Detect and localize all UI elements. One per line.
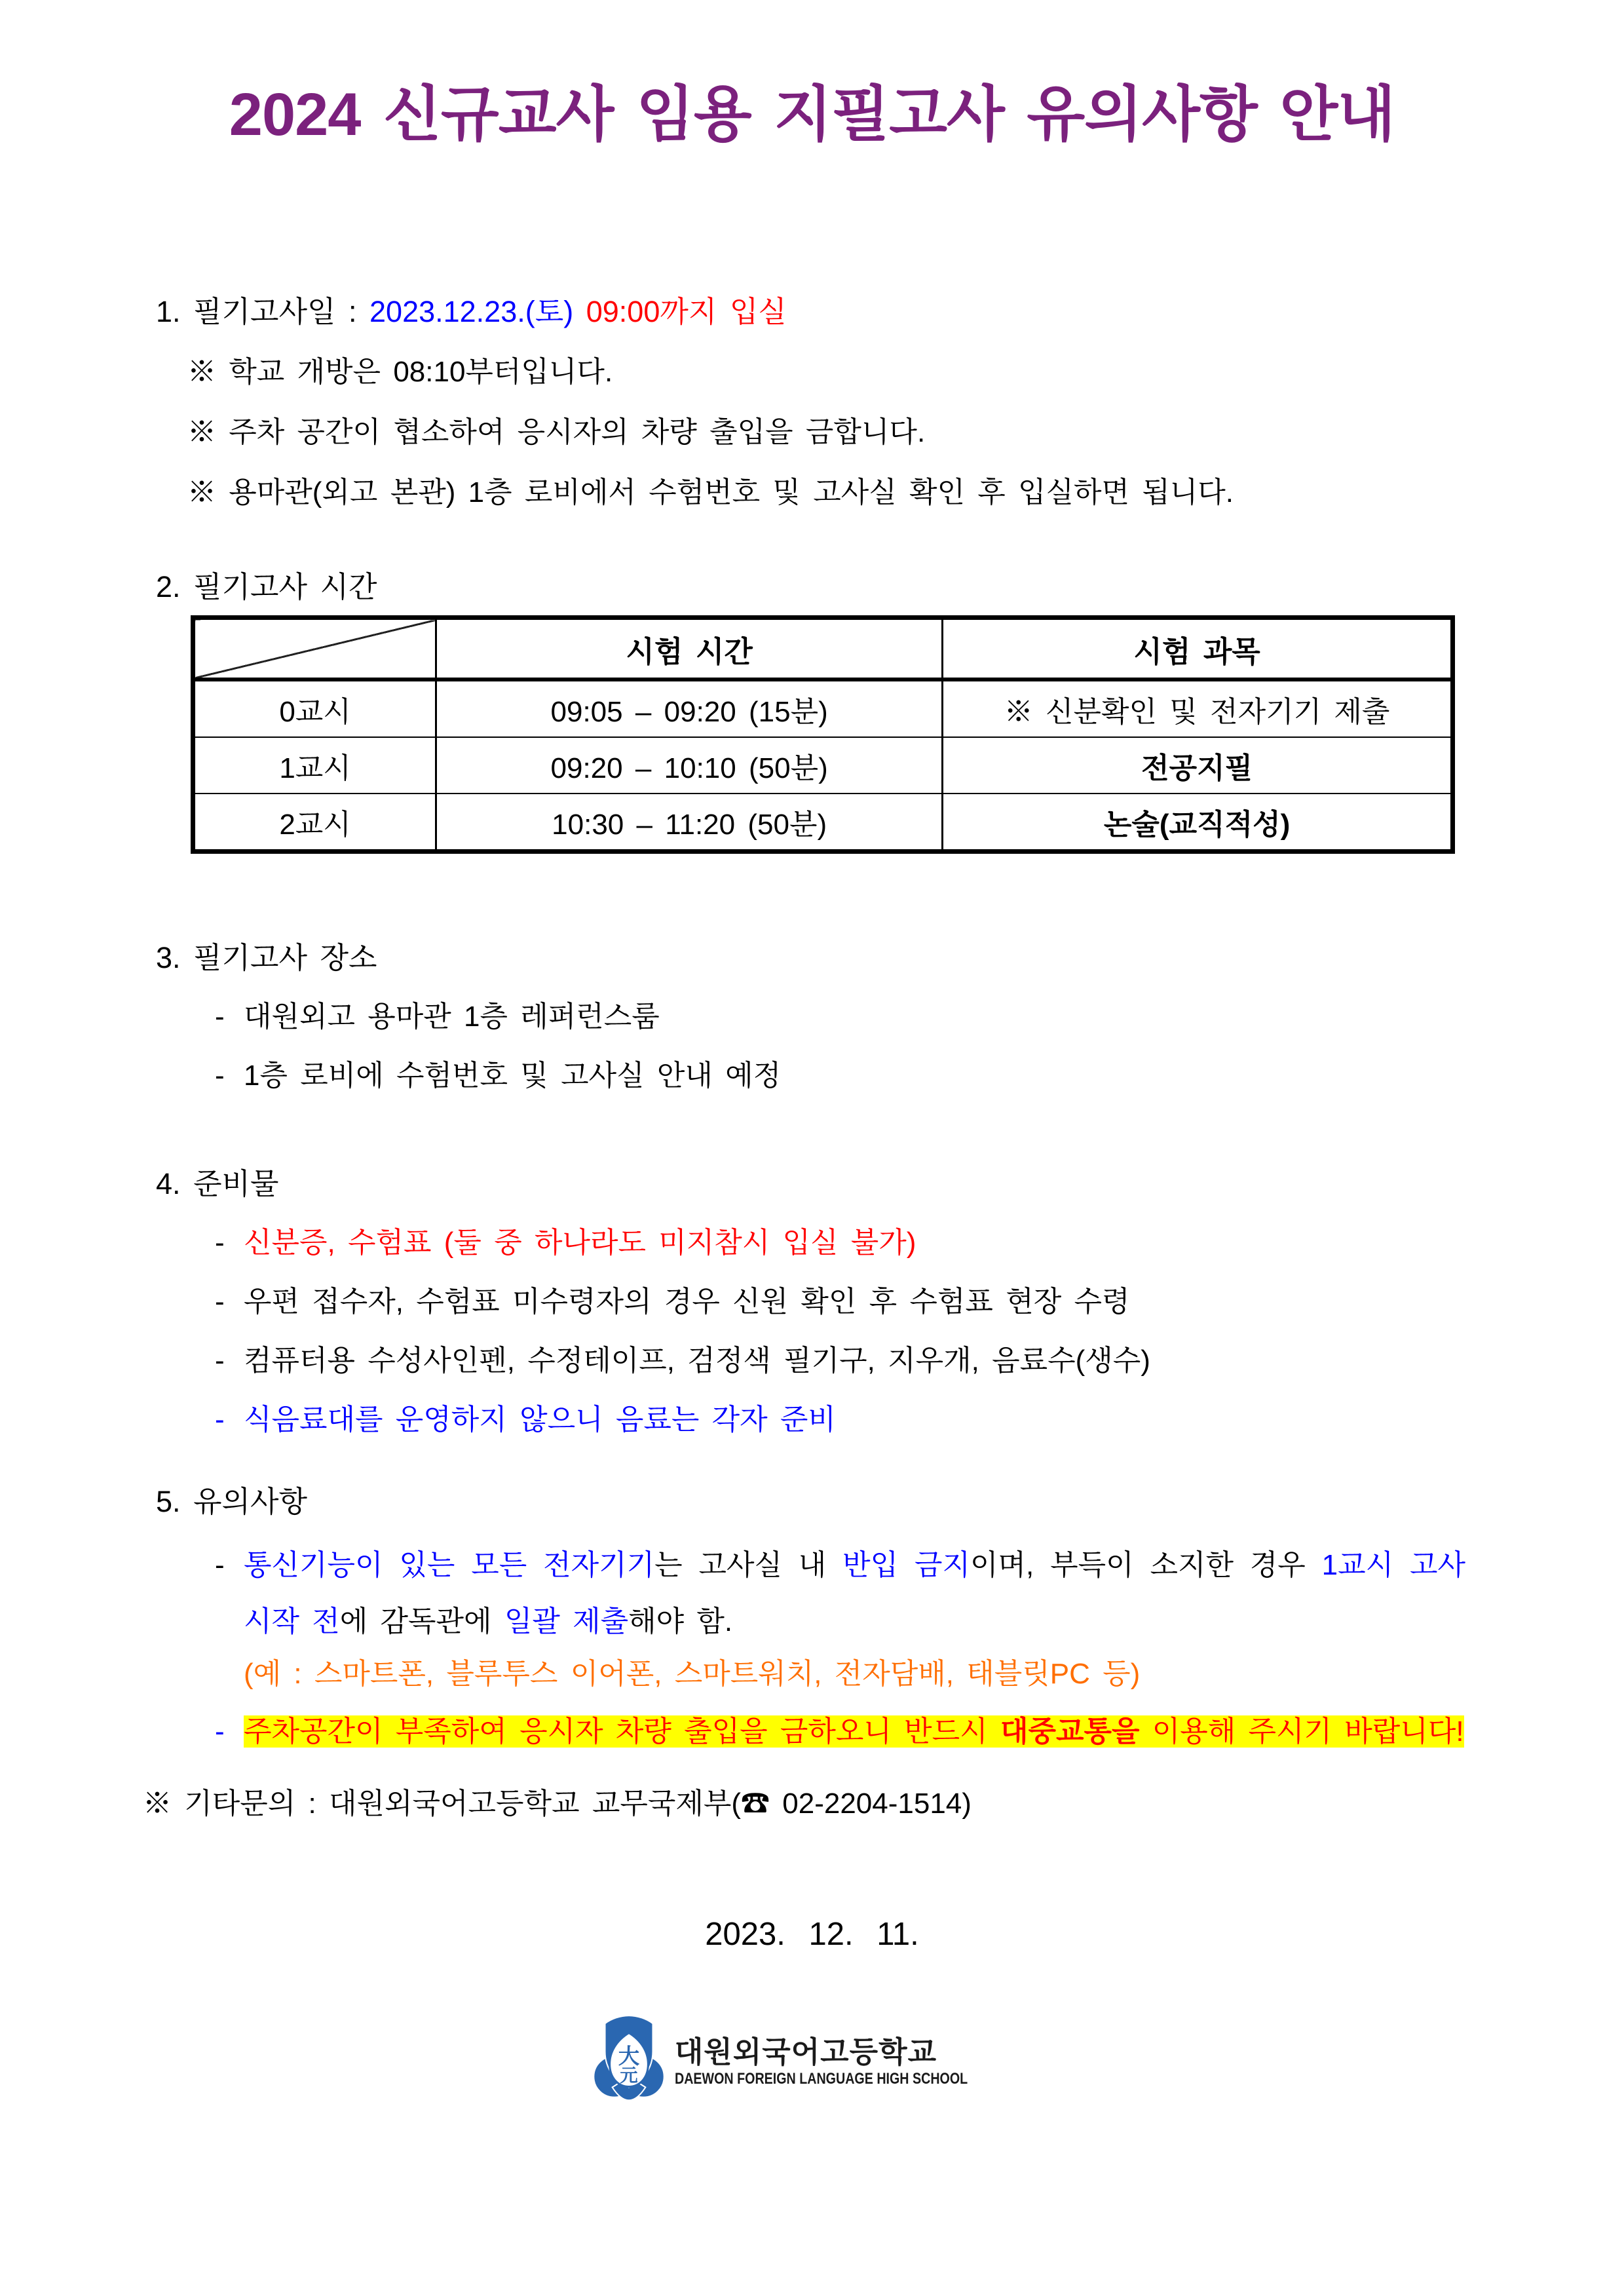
school-name-english: DAEWON FOREIGN LANGUAGE HIGH SCHOOL bbox=[674, 2070, 968, 2088]
school-logo bbox=[0, 2013, 1624, 2113]
section-exam-date bbox=[156, 292, 1465, 513]
emblem-char-top: 大 bbox=[618, 2045, 640, 2069]
section-1-label: 1. 필기고사일 : bbox=[156, 295, 370, 328]
no-entry-phrase: 반입 금지 bbox=[842, 1549, 971, 1581]
devices-joiner: 에 감독관에 bbox=[339, 1605, 504, 1637]
section-precautions bbox=[156, 1482, 1465, 1760]
schedule-row-period2 bbox=[193, 794, 1453, 852]
supplies-item-tools bbox=[215, 1341, 1465, 1381]
section-2-heading: 2. 필기고사 시간 bbox=[156, 570, 377, 603]
supplies-tools-text: 컴퓨터용 수성사인펜, 수정테이프, 검정색 필기구, 지우개, 음료수(생수) bbox=[244, 1345, 1150, 1377]
bullet-dash: - bbox=[215, 1345, 225, 1377]
section-supplies bbox=[156, 1164, 1465, 1440]
section-4-heading: 4. 준비물 bbox=[156, 1167, 279, 1200]
time-cell: 09:20 – 10:10 (50분) bbox=[436, 737, 943, 794]
device-examples: (예 : 스마트폰, 블루투스 이어폰, 스마트워치, 전자담배, 태블릿PC 등) bbox=[244, 1658, 1141, 1690]
time-cell: 09:05 – 09:20 (15분) bbox=[436, 679, 943, 737]
contact-line: ※ 기타문의 : 대원외국어고등학교 교무국제부(☎ 02-2204-1514) bbox=[143, 1788, 972, 1820]
time-cell: 10:30 – 11:20 (50분) bbox=[436, 794, 943, 852]
bullet-dash: - bbox=[215, 1001, 225, 1033]
entry-deadline-value: 09:00까지 입실 bbox=[573, 295, 787, 328]
precaution-devices-text bbox=[244, 1537, 1465, 1650]
note-school-open: ※ 학교 개방은 08:10부터입니다. bbox=[187, 356, 613, 388]
note-parking: ※ 주차 공간이 협소하여 응시자의 차량 출입을 금합니다. bbox=[187, 416, 926, 448]
subject-cell: 논술(교직적성) bbox=[943, 794, 1453, 852]
section-exam-time bbox=[156, 567, 1465, 854]
supplies-drink-text: 식음료대를 운영하지 않으니 음료는 각자 준비 bbox=[244, 1404, 836, 1436]
emblem-char-bottom: 元 bbox=[620, 2065, 638, 2086]
document-body bbox=[156, 292, 1465, 1760]
exam-schedule-table bbox=[191, 615, 1455, 854]
section-3-heading: 3. 필기고사 장소 bbox=[156, 941, 377, 974]
subject-cell: 전공지필 bbox=[943, 737, 1453, 794]
section-1-heading bbox=[156, 292, 1465, 332]
devices-phrase: 통신기능이 있는 모든 전자기기 bbox=[244, 1549, 655, 1581]
precaution-devices bbox=[215, 1537, 1465, 1650]
supplies-post-text: 우편 접수자, 수험표 미수령자의 경우 신원 확인 후 수험표 현장 수령 bbox=[244, 1286, 1130, 1318]
schedule-header-row bbox=[193, 618, 1453, 680]
school-name-block bbox=[675, 2037, 1032, 2090]
parking-phrase: 주차공간이 부족하여 응시자 차량 출입을 금하오니 반드시 bbox=[244, 1715, 1000, 1748]
parking-highlight bbox=[244, 1715, 1464, 1748]
col-header-time: 시험 시간 bbox=[436, 618, 943, 680]
devices-joiner: 이며, 부득이 소지한 경우 bbox=[970, 1549, 1322, 1581]
bullet-dash: - bbox=[215, 1227, 225, 1259]
subject-cell: ※ 신분확인 및 전자기기 제출 bbox=[943, 679, 1453, 737]
devices-joiner: 는 고사실 내 bbox=[654, 1549, 843, 1581]
period-cell: 2교시 bbox=[193, 794, 436, 852]
schedule-row-period1 bbox=[193, 737, 1453, 794]
bullet-dash: - bbox=[215, 1715, 225, 1748]
bullet-dash: - bbox=[215, 1286, 225, 1318]
section-5-heading: 5. 유의사항 bbox=[156, 1485, 307, 1518]
bullet-dash: - bbox=[215, 1404, 225, 1436]
precaution-parking-text bbox=[244, 1704, 1465, 1760]
before-exam-phrase: 1교시 고사 시작 전 bbox=[244, 1549, 1465, 1637]
col-header-subject: 시험 과목 bbox=[943, 618, 1453, 680]
section-exam-place bbox=[156, 938, 1465, 1096]
bullet-dash: - bbox=[215, 1060, 225, 1092]
table-corner-cell bbox=[193, 618, 436, 680]
page-title: 2024 신규교사 임용 지필고사 유의사항 안내 bbox=[229, 81, 1395, 148]
place-item-lobby bbox=[215, 1056, 1465, 1096]
submit-phrase: 일괄 제출 bbox=[504, 1605, 629, 1637]
precaution-parking bbox=[215, 1704, 1465, 1760]
period-cell: 0교시 bbox=[193, 679, 436, 737]
place-item-text: 1층 로비에 수험번호 및 고사실 안내 예정 bbox=[244, 1060, 782, 1092]
bullet-dash: - bbox=[215, 1549, 225, 1581]
exam-date-value: 2023.12.23.(토) bbox=[369, 295, 574, 328]
supplies-item-id bbox=[215, 1223, 1465, 1263]
public-transit-phrase: 대중교통을 bbox=[1000, 1715, 1140, 1748]
school-emblem-icon bbox=[592, 2013, 666, 2113]
supplies-item-post bbox=[215, 1282, 1465, 1322]
supplies-item-drink bbox=[215, 1400, 1465, 1440]
devices-joiner: 해야 함. bbox=[628, 1605, 733, 1637]
period-cell: 1교시 bbox=[193, 737, 436, 794]
schedule-row-period0 bbox=[193, 679, 1453, 737]
supplies-id-warning: 신분증, 수험표 (둘 중 하나라도 미지참시 입실 불가) bbox=[244, 1227, 916, 1259]
issue-date: 2023. 12. 11. bbox=[705, 1917, 919, 1952]
place-item-text: 대원외고 용마관 1층 레퍼런스룸 bbox=[244, 1001, 660, 1033]
school-name-korean: 대원외국어고등학교 bbox=[674, 2035, 937, 2069]
note-lobby-check: ※ 용마관(외고 본관) 1층 로비에서 수험번호 및 고사실 확인 후 입실하면 됩니다. bbox=[187, 476, 1234, 508]
place-item-room bbox=[215, 997, 1465, 1037]
parking-phrase-end: 이용해 주시기 바랍니다! bbox=[1139, 1715, 1464, 1748]
